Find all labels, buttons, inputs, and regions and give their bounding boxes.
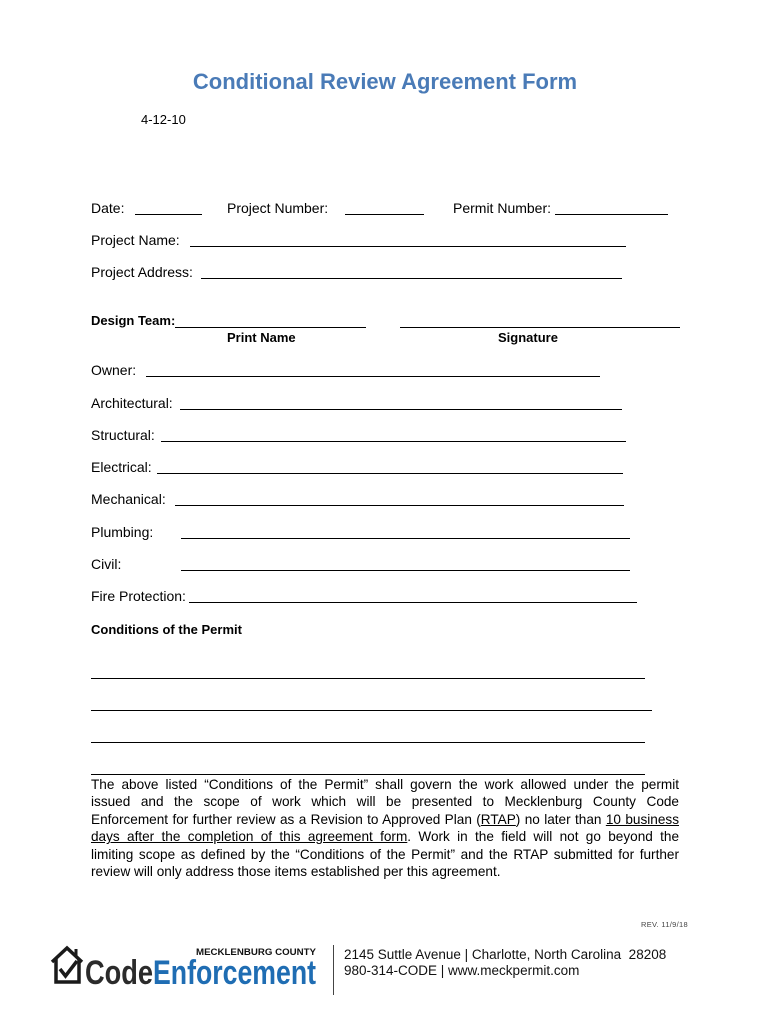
agreement-line: [91, 776, 679, 793]
logo-code-text: Code: [85, 954, 153, 990]
version-date: 4-12-10: [141, 112, 186, 127]
conditions-heading: Conditions of the Permit: [91, 622, 242, 637]
project-address-label: Project Address:: [91, 264, 193, 280]
permit-number-field-line: [555, 214, 668, 215]
agreement-text: Enforcement for further review as a Revision to Approved Plan (: [91, 811, 481, 827]
agreement-text: review will only address those items established per this agreement.: [91, 863, 501, 879]
permit-number-label: Permit Number:: [453, 200, 552, 216]
fire-protection-label: Fire Protection:: [91, 588, 186, 604]
deadline-text: 10 business: [605, 811, 679, 827]
print-name-caption: Print Name: [227, 330, 296, 345]
agreement-text: ) no later than: [515, 811, 606, 827]
condition-line: [91, 742, 645, 743]
agreement-paragraph: [91, 776, 679, 880]
project-address-field-line: [201, 278, 622, 279]
agreement-line: [91, 846, 679, 863]
electrical-field-line: [157, 473, 623, 474]
condition-line: [91, 678, 645, 679]
print-name-line: [175, 327, 366, 328]
agreement-line: [91, 811, 679, 828]
rtap-term: RTAP: [480, 811, 516, 827]
agreement-line: [91, 793, 679, 810]
mechanical-label: Mechanical:: [91, 491, 166, 507]
architectural-field-line: [180, 409, 622, 410]
mechanical-field-line: [175, 505, 624, 506]
owner-field-line: [146, 376, 600, 377]
design-team-label: Design Team:: [91, 313, 176, 328]
revision-date: REV. 11/9/18: [641, 920, 688, 929]
owner-label: Owner:: [91, 362, 137, 378]
condition-line: [91, 710, 652, 711]
agreement-text: The above listed “Conditions of the Permit” shall govern the work allowed under the permit: [91, 777, 679, 792]
structural-field-line: [161, 441, 626, 442]
plumbing-field-line: [181, 538, 630, 539]
agreement-text: limiting scope as defined by the “Conditions of the Permit” and the RTAP submitted for further: [91, 846, 679, 862]
footer-address: 2145 Suttle Avenue | Charlotte, North Carolina 28208: [344, 947, 667, 962]
house-check-icon: [52, 948, 82, 982]
civil-field-line: [181, 570, 630, 571]
civil-label: Civil:: [91, 556, 122, 572]
agreement-line: [91, 828, 679, 845]
footer-contact: 980-314-CODE | www.meckpermit.com: [344, 963, 580, 978]
agreement-text: . Work in the field will not go beyond the: [407, 829, 680, 845]
signature-line: [400, 327, 680, 328]
agreement-text: issued and the scope of work which will be presented to Mecklenburg County Code: [91, 794, 679, 810]
footer-divider: [333, 945, 334, 995]
form-title: Conditional Review Agreement Form: [192, 69, 578, 94]
condition-line: [91, 774, 645, 775]
project-number-field-line: [345, 214, 424, 215]
agreement-line: [91, 863, 679, 880]
date-field-line: [135, 214, 202, 215]
architectural-label: Architectural:: [91, 395, 173, 411]
plumbing-label: Plumbing:: [91, 524, 154, 540]
fire-protection-field-line: [189, 602, 637, 603]
signature-caption: Signature: [498, 330, 558, 345]
electrical-label: Electrical:: [91, 459, 152, 475]
date-label: Date:: [91, 200, 125, 216]
logo-enforcement-text: Enforcement: [153, 954, 316, 990]
logo-county-text: MECKLENBURG COUNTY: [196, 947, 316, 957]
project-name-field-line: [190, 246, 626, 247]
deadline-text: days after the completion of this agreement form: [91, 829, 408, 845]
project-number-label: Project Number:: [227, 200, 329, 216]
structural-label: Structural:: [91, 427, 155, 443]
project-name-label: Project Name:: [91, 232, 180, 248]
code-enforcement-logo: [50, 940, 322, 990]
